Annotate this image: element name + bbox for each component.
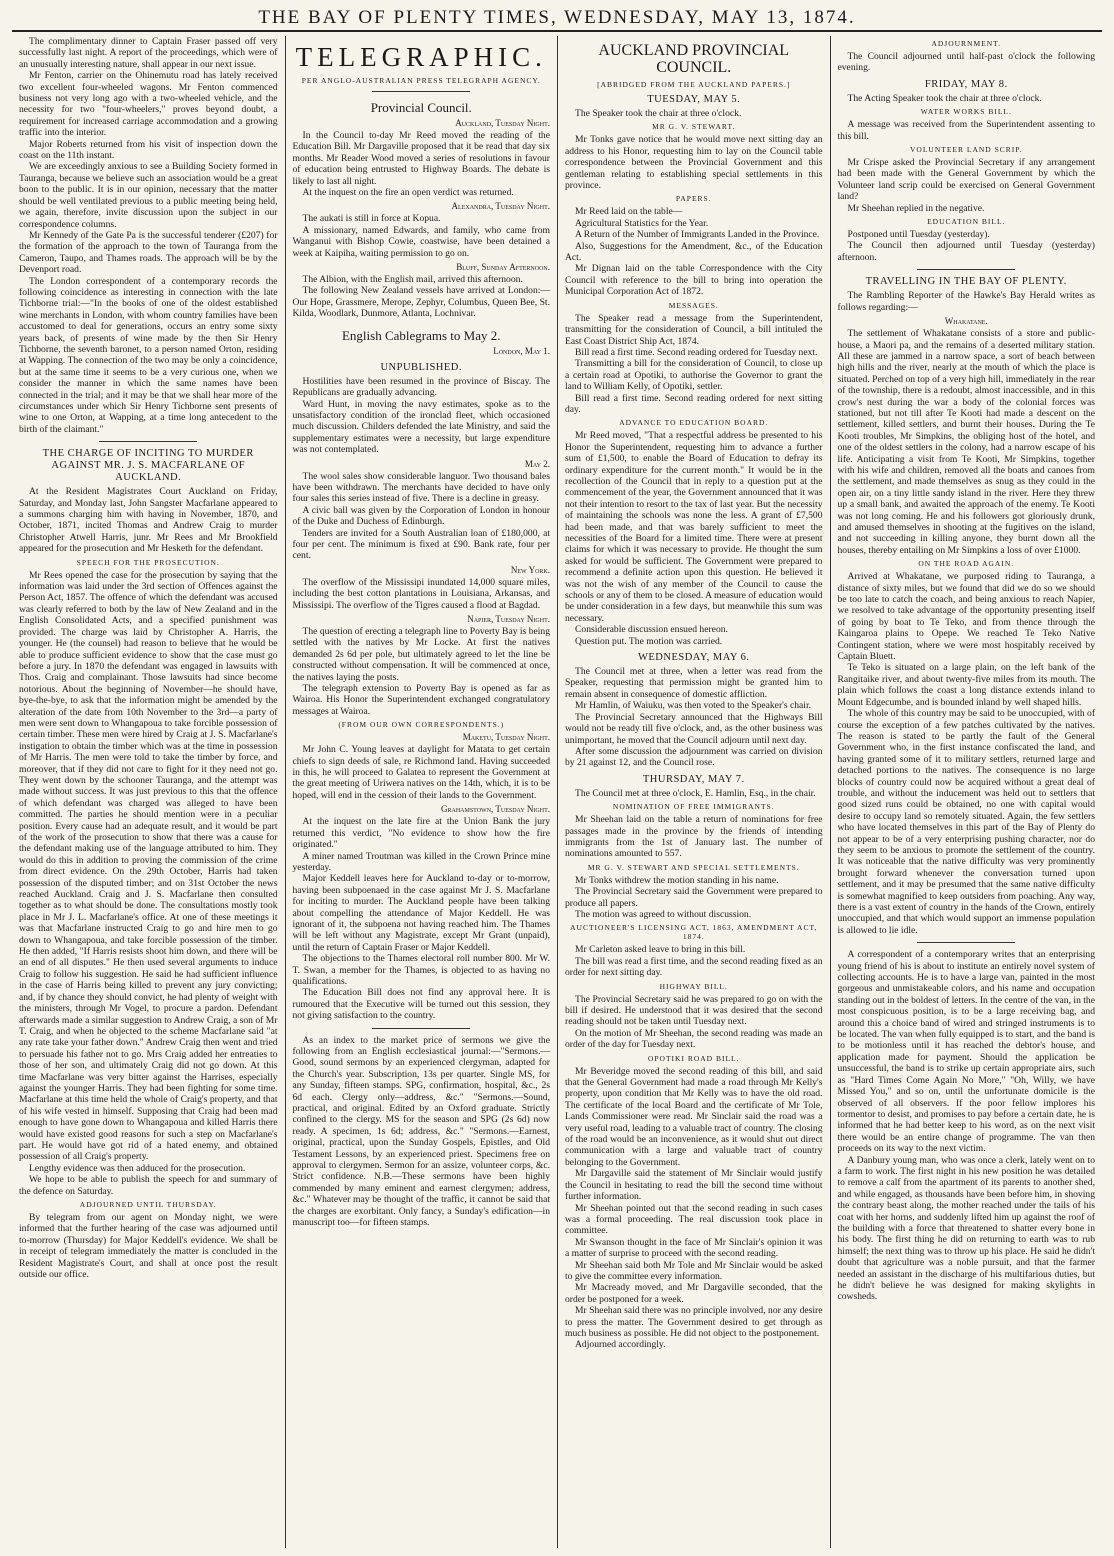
paragraph: Mr Dargaville said the statement of Mr Sinclair would justify the Council in hesitating to read the bill the second time without further information. [565, 1168, 823, 1203]
tuesday-body [565, 108, 823, 119]
adjournment-body [838, 51, 1096, 74]
council-title: AUCKLAND PROVINCIAL COUNCIL. [598, 42, 790, 76]
paragraph: Mr Sheehan said there was no principle involved, nor any desire to press the matter. The Government desired to get through as much business as possible. He did not object to the postponement. [565, 1305, 823, 1339]
paragraph: Te Teko is situated on a large plain, on the left bank of the Rangitaike river, and about twenty-five miles from its mouth. The plain which follows the coast a long distance extends inland to Mount Edgecumbe, and is bounded inland by well shaped hills. [837, 662, 1095, 708]
paragraph: The telegraph extension to Poverty Bay is opened as far as Wairoa. His Honor the Superintendent exchanged congratulatory messages at Wairoa. [292, 683, 550, 717]
paragraph: Mr Swanson thought in the face of Mr Sinclair's opinion it was a matter of surprise to proceed with the second reading. [565, 1236, 823, 1260]
paragraph: The Council then adjourned until Tuesday (yesterday) afternoon. [837, 240, 1095, 263]
subheading: WATER WORKS BILL. [920, 107, 1012, 117]
speech-subheading: SPEECH FOR THE PROSECUTION. [76, 557, 220, 567]
paragraph: A civic ball was given by the Corporation of London in honour of the Duke and Duchess of Edinburgh. [292, 504, 550, 528]
paragraph: The Provincial Secretary said he was prepared to go on with the bill if desired. He understood that it was desired that the second reading should not be taken until Tuesday next. [565, 993, 823, 1028]
paragraph: Ward Hunt, in moving the navy estimates, spoke as to the unsatisfactory condition of the ironclad fleet, which occasioned much discussion. Childers defended the late Ministry, and said the supplementary estimates were a necessity, but large expenditure was not contemplated. [292, 398, 550, 456]
subheading: MESSAGES. [668, 300, 719, 310]
nomination-body [565, 814, 823, 860]
paragraph: The Provincial Secretary said the Government were prepared to produce all papers. [565, 886, 823, 909]
whakatane-body [838, 328, 1096, 556]
paragraph: Tenders are invited for a South Australian loan of £180,000, at four per cent. The minimum is fixed at £90. Bank rate, four per cent. [292, 527, 550, 562]
column-1 [12, 36, 285, 1548]
report-london-2 [293, 471, 551, 562]
paragraph: The Speaker took the chair at three o'clock. [575, 108, 742, 119]
own-correspondents: (FROM OUR OWN CORRESPONDENTS.) [338, 720, 505, 730]
paragraph: Mr Beveridge moved the second reading of this bill, and said that the General Government had made a road through Mr Kelly's property, upon condition that Mr Kelly was to have the old road. The certificate of the local Board and the certificate of Mr Tole, Lands Commissioner were read. Mr Sinclair said the road was a very useful road, leading to a valuable tract of country. The closing of the road would be an inconvenience, as it would shut out direct communication with a large and valuable tract of country belonging to the Government. [565, 1065, 823, 1168]
paragraph: Mr Rees opened the case for the prosecution by saying that the information was laid under the 3rd section of Offences against the Person Act, 1857. The offence of which the defendant was accused was clearly referred to both by the law of New Zealand and in the English Consolidated Acts, and a specified punishment was provided. The charge was laid by Christopher A. Harris, the younger. He (the counsel) had reason to believe that he would be able to produce sufficient evidence to show that the case must go before a jury. In 1870 the defendant was engaged in lawsuits with Thos. Craig and complainant. Those lawsuits had since become notorious. About the beginning of November—he should have, bye-the-bye, to ask that the information might be amended by the alteration of the date from 10th November to the 3rd—a party of men were sent down to Whangapoua to take forcible possession of certain timber. These men were hired by Craig at J. S. Macfarlane's instigation to obtain the timber which was at the time in possession of Mr Harris. The men were told to take the timber by force, and moreover, that if they did not care to fight for it they need not go. They went down by the schooner Tauranga, and the attempt was made without success. It was just previous to this that the offence of which defendant was charged was alleged to have been committed. The parties he should mention were in a peculiar position. Every cause had an adequate result, and it would be part of the work of the prosecution to show that there was a cause for the defendant making use of the language attributed to him. They would do this in addition to proving the commission of the crime from direct evidence. On the 29th October, Harris had taken possession of the disputed timber; and on 31st October the news reached Auckland. Craig and J. S. Macfarlane then consulted together as to what should be done. The consultations mostly took place in Mr J. L. Macfarlane's office. At one of these meetings it was that Macfarlane instructed Craig to go and hire men to go down to Whangapoua, and take forcible possession of the timber. He then added, "If Harris resists shoot him down, and there will be an end of all disputes." He then used several arguments to induce Craig to follow his suggestion. He said he had sufficient influence in the case of Harris being killed to prevent any jury convicting; and, if by chance they should convict, he had plenty of weight with the ministers, through Mr Vogel, to procure a pardon. Defendant afterwards made a similar suggestion to Andrew Craig, a son of Mr T. Craig, and when he objected to the scheme Macfarlane said "at any rate take your father down." Andrew Craig then went and tried to persuade his father not to go. Mrs Craig added her entreaties to those of her son, and ultimately Craig did not go down. At this time Macfarlane was very bitter against the Harrises, especially against the younger Harris. They had been fighting for some time. Macfarlane at this time held the whole of Craig's property, and that of his wife vested in himself. Supposing that Craig had been mad enough to have gone down to Whangapoua and killed Harris there would have existed good reasons for such a step on Macfarlane's part. He would have got rid of a hated enemy, and obtained possession of all Craig's property. [19, 569, 278, 1163]
paragraph: The whole of this country may be said to be unoccupied, with of course the exception of a few patches cultivated by the natives. The reason is stated to be partly the fault of the General Government who, in the first instance confiscated the land, and having granted some of it to military settlers, returned large and detached portions to the natives. The consequence is no large blocks of country could now be acquired without a great deal of trouble, and without the inducement was held out to settlers that good sized runs could be obtained, no one with capital would desire to occupy land so remotely situated. Again, the few settlers who have located themselves in this part of the Bay of Plenty do not appear to be of a very enterprising pushing character, nor do they seem to be anxious to promote the settlement of the country. It was noticeable that the native difficulty was very prominently brought forward whenever the conversation turned upon settlement, and it may be presumed that the same native difficulty is somewhat magnified to keep outsiders from poaching. Any way, there is a vast extent of country in the hands of the Crown, entirely unoccupied, and that which would support an immense population is allowed to lie idle. [837, 708, 1096, 936]
opotiki-body [565, 1066, 823, 1351]
report-napier [293, 626, 551, 717]
paragraph: Adjourned accordingly. [575, 1339, 666, 1351]
paragraph: A message was received from the Superintendent assenting to this bill. [837, 119, 1095, 142]
road-body [838, 571, 1096, 936]
day-heading: FRIDAY, MAY 8. [924, 78, 1008, 90]
water-body [838, 119, 1096, 142]
paragraph: Mr Hamlin, of Waiuku, was then voted to the Speaker's chair. [575, 700, 812, 712]
paragraph: Bill read a first time. Second reading ordered for next sitting day. [565, 392, 823, 415]
paragraph: Mr Tonks withdrew the motion standing in his name. [575, 874, 779, 886]
paragraph: The bill was read a first time, and the second reading fixed as an order for next sitting day. [565, 955, 823, 979]
advance-body [565, 430, 823, 647]
paragraph: Mr Dignan laid on the table Correspondence with the City Council with reference to the bill to bring into operation the Municipal Corporation Act of 1872. [565, 263, 823, 298]
paragraph: A miner named Troutman was killed in the Crown Prince mine yesterday. [292, 850, 550, 873]
dateline: Grahamstown, Tuesday Night. [440, 804, 550, 815]
report-bluff [293, 274, 551, 320]
paragraph: The complimentary dinner to Captain Fraser passed off very successfully last night. A report of the proceedings, which were of an unusually interesting nature, shall appear in our next issue. [19, 36, 278, 70]
paragraph: Transmitting a bill for the consideration of Council, to close up a certain road at Opotiki, to authorise the Governor to grant the land to William Kelly, of Opotiki, settler. [565, 358, 823, 393]
paragraph: The motion was agreed to without discussion. [575, 908, 752, 920]
subheading: ON THE ROAD AGAIN. [918, 559, 1015, 569]
paragraph: Mr Carleton asked leave to bring in this bill. [575, 944, 746, 956]
paragraph: The objections to the Thames electoral roll number 800. Mr W. T. Swan, a member for the Thames, is objected to as having no qualifications. [292, 953, 550, 987]
dateline: Bluff, Sunday Afternoon. [456, 262, 550, 273]
dateline: Napier, Tuesday Night. [467, 614, 550, 624]
paragraph: Mr Kennedy of the Gate Pa is the successful tenderer (£207) for the formation of the approach to the town of Tauranga from the Cameron, Taupo, and Thames roads. The approach will be by the Devenport road. [19, 229, 278, 276]
subheading: ADJOURNMENT. [931, 39, 1002, 48]
subheading: AUCTIONEER'S LICENSING ACT, 1863, AMENDMENT ACT, 1874. [570, 923, 818, 942]
paragraph: A Return of the Number of Immigrants Landed in the Province. [575, 229, 820, 241]
paragraph: Mr Sheehan said both Mr Tole and Mr Sinclair would be asked to give the committee every information. [565, 1259, 823, 1282]
divider [372, 91, 470, 92]
paragraph: On the motion of Mr Sheehan, the second reading was made an order of the day for Tuesday next. [565, 1027, 823, 1051]
provincial-council-heading: Provincial Council. [370, 100, 472, 115]
column-3 [557, 36, 830, 1548]
paragraph: Bill read a first time. Second reading ordered for Tuesday next. [575, 346, 818, 358]
divider [99, 441, 197, 442]
education-body [838, 229, 1096, 263]
paragraph: Mr Sheehan pointed out that the second reading in such cases was a formal proceeding. The real discussion took place in committee. [565, 1202, 823, 1237]
paragraph: Mr Reed moved, "That a respectful address be presented to his Honor the Superintendent, requesting him to advance a further sum of £1,500, to enable the Board of Education to defray its ordinary expenditure for the current month." It would be in the recollection of the Council that in reply to a question put at the commencement of the year, the Government announced that it was not their intention to resort to the tax of last year. But the necessity of maintaining the schools was none the less. A grant of £7,500 had been made, and that was barely sufficient to meet the necessities of the Board for a limited time. There were at present claims for which it was necessary to provide. He thought the sum asked for would be sufficient. The Government were prepared to recommend a definite action upon this question. He believed it was not the wish of any member of the Council to cause the schools or any of them to be closed. A measure of education would be under consideration in a few days, but meanwhile this sum was necessary. [565, 430, 823, 624]
divider [917, 269, 1015, 270]
divider [372, 1028, 470, 1029]
adjourn-subheading: ADJOURNED UNTIL THURSDAY. [79, 1200, 217, 1209]
dateline: Alexandra, Tuesday Night. [451, 201, 550, 212]
paragraph: At the inquest on the fire an open verdict was returned. [302, 187, 514, 199]
report-auckland [293, 130, 551, 198]
paragraph: The wool sales show considerable languor. Two thousand bales have been withdrawn. The merchants have decided to have only four sales this series instead of five. There is a decline in greasy. [292, 470, 550, 505]
paragraph: The Council adjourned until half-past o'clock the following evening. [837, 51, 1095, 74]
paragraph: Question put. The motion was carried. [575, 635, 723, 647]
paragraph: Considerable discussion ensued hereon. [575, 624, 728, 636]
travelling-intro: The Rambling Reporter of the Hawke's Bay Herald writes as follows regarding:— [837, 290, 1095, 313]
dateline: New York. [510, 564, 550, 575]
paragraph: The question of erecting a telegraph line to Poverty Bay is being settled with the natives by Mr Locke. At first the natives demanded 2s 6d per pole, but ultimately agreed to let the line be constructed without compensation. It will be commenced at once, the natives laying the posts. [292, 626, 551, 683]
paragraph: Mr Crispe asked the Provincial Secretary if any arrangement had been made with the General Government by which the Volunteer land scrip could be exercised on General Government land? [837, 157, 1095, 203]
paragraph: Also, Suggestions for the Amendment, &c., of the Education Act. [565, 240, 823, 264]
subheading: PAPERS. [675, 194, 712, 204]
paragraph: The London correspondent of a contemporary records the following coincidence as interesting in connection with the late Tichborne trial:—"In the books of one of the oldest established wine merchants in London, with whom country families have been accustomed to deal for generations, occurs an entry some sixty years back, of presents of wine made by the then Sir Henry Tichborne, the seventh baronet, to a person named Orton, residing at Wapping. The connection of the two may be only a coincidence, but at the same time it seems to be a very curious one, when we consider the manner in which the same names have been connected in the trial; and it may be that we shall hear more of the circumstances under which Sir Henry Tichborne sent presents of wine to one Orton, at Wapping, at a time long antecedent to the birth of the claimant." [19, 275, 278, 435]
subheading: MR G. V. STEWART. [652, 122, 736, 132]
paragraph: We hope to be able to publish the speech for and summary of the defence on Saturday. [19, 1174, 278, 1197]
paragraph: Agricultural Statistics for the Year. [575, 217, 709, 229]
paragraph: The settlement of Whakatane consists of a store and public-house, a Maori pa, and the remains of a deserted military station. All these are jammed in a narrow space, a sort of beach between high hills and the river, nearly at the mouth of which the place is situated. Perched on top of a very high hill, immediately in the rear of the township, there is a redoubt, almost inaccessible, and in this crow's nest during the war a body of the colonial forces was stationed, but not till after Te Kooti had made a descent on the settlement, killed settlers, and burnt their houses. During the Te Kooti troubles, Mr Simpkins, the obliging host of the hotel, and one of the oldest settlers in the colony, had a narrow escape of his life. Anticipating a visit from Te Kooti, Mr Simpkins, together with his wife and children, removed all the boats and canoes from the settlement, and made themselves as snug as they could in the open air, on a tiny little sandy island in the river. Here they threw up a small bank, and awaited the approach of the enemy. Te Kooti was not long coming. He and his followers got gloriously drunk, and amused themselves in shooting at the fugitives on the island, and not succeeding in killing anyone, they burnt down all the houses, thereby entailing on Mr Simpkins a loss of over £1000. [837, 328, 1095, 556]
paragraph: The overflow of the Mississipi inundated 14,000 square miles, including the best cotton plantations in Louisiana, Arkansas, and Mississipi. The overflow of the Tigres caused a flood at Bagdad. [292, 576, 550, 611]
paragraph: Mr Fenton, carrier on the Ohinemutu road has lately received two excellent four-wheeled wagons. Mr Fenton commenced business not very long ago with a two-wheeled vehicle, and the necessity for two "four-wheelers," proves beyond doubt, a requirement for increased carriage accommodation and a growing traffic into the interior. [19, 70, 278, 139]
paragraph: Lengthy evidence was then adduced for the prosecution. [29, 1162, 246, 1174]
paragraph: At the inquest on the late fire at the Union Bank the jury returned this verdict, "No evidence to show how the fire originated." [292, 816, 550, 851]
column-2 [285, 36, 558, 1548]
paragraph: Major Roberts returned from his visit of inspection down the coast on the 11th instant. [19, 138, 278, 162]
place-heading: Whakatane. [944, 316, 988, 327]
subheading: HIGHWAY BILL. [659, 981, 728, 991]
paragraph: Mr Sheehan replied in the negative. [847, 202, 985, 214]
dateline: Auckland, Tuesday Night. [455, 118, 550, 128]
paragraph: The Acting Speaker took the chair at three o'clock. [847, 92, 1042, 104]
paragraph: In the Council to-day Mr Reed moved the reading of the Education Bill. Mr Dargaville proposed that it be read that day six months. Mr Reader Wood moved a series of resolutions in favour of education being entrusted to Highway Boards. The debate is likely to last all night. [292, 130, 550, 187]
sermons-article [293, 1035, 551, 1229]
charge-heading: THE CHARGE OF INCITING TO MURDER AGAINST MR. J. S. MACFARLANE OF AUCKLAND. [42, 448, 254, 484]
wednesday-body [565, 666, 823, 769]
report-london-1 [293, 376, 551, 456]
dateline: London, May 1. [493, 345, 550, 356]
paragraph: At the Resident Magistrates Court Auckland on Friday, Saturday, and Monday last, John Sangster Macfarlane appeared to a summons charging him with having in November, 1870, and October, 1871, incited Thomas and Andrew Craig to murder Christopher Atwell Harris, junr. Mr Rees and Mr Brookfield appeared for the prosecution and Mr Hesketh for the defendant. [19, 486, 278, 555]
stewart-body [565, 134, 823, 191]
paragraph: A Danbury young man, who was once a clerk, lately went on to a farm to work. The first night in his new position he was detailed to remove a calf from the apartment of its parents to another shed, and while engaged, as thousands have been before him, in shoving the contrary beast along, the mother reached under the tails of his coat with her horns, and suddenly lifted him up against the roof of the building with a force that threatened to shatter every bone in his body. The first thing he did on returning to earth was to rub himself; the next thing was to throw up his place. He said he didn't doubt that agriculture was a noble pursuit, and that the farmer needed an assistant in the discharge of his multifarious duties, but he didn't believe he was designed for making skylights in cowsheds. [837, 1154, 1095, 1303]
charge-body [19, 486, 278, 554]
paragraph: After some discussion the adjournment was carried on division by 21 against 12, and the Council rose. [565, 745, 823, 769]
paragraph: A correspondent of a contemporary writes that an enterprising young friend of his is about to institute an entirely novel system of collecting accounts. He is to have a large van, painted in the most gorgeous and unmistakeable colors, and his name and occupation standing out in the boldest of letters. In the centre of the van, in the most conspicuous position, is to be a large receiving bag, and around this a choice band of wired and stringed instruments is to be located. The van when fully equipped is to start, and the band is to be motionless until it has reached the debtor's house, and application made for payment. Should the application be unsuccessful, the band is to strike up certain appropriate airs, such as "Hard Times Come Again No More," "Oh, Willy, we have Missed You," and so on, until the unfortunate domicile is the observed of all observers. If the poor fellow implores his tormentor to desist, and promises to pay before a certain date, he is informed that he had better keep to his word, as on the next visit there would be an entire change of programme. The van then proceeds on its way to the next victim. [837, 949, 1095, 1155]
paragraph: The Speaker read a message from the Superintendent, transmitting for the consideration of Council, a bill intituled the East Coast District Ship Act, 1874. [565, 312, 823, 347]
columns [12, 36, 1102, 1548]
report-maketu [293, 744, 551, 801]
volunteer-body [838, 157, 1096, 214]
paragraph: The following New Zealand vessels have arrived at London:—Our Hope, Grassmere, Merope, Zephyr, Columbus, Queen Bee, St. Kilda, Woodlark, Dunmore, Atlanta, Lochnivar. [292, 285, 550, 320]
paragraph: Mr John C. Young leaves at daylight for Matata to get certain chiefs to sign deeds of sale, re Richmond land. Having succeeded in this, he will proceed to Galatea to represent the Government at the great meeting of Uriwera natives on the 14th, which, it is to be hoped, will end in the cession of their lands to the Government. [292, 744, 550, 801]
abridged-note: [ABRIDGED FROM THE AUCKLAND PAPERS.] [597, 80, 791, 89]
local-news [19, 36, 278, 435]
paragraph: As an index to the market price of sermons we give the following from an English ecclesiastical journal:—"Sermons.—Good, sound sermons by an experienced clergyman, adapted for the Church's year. Subscription, 13s per quarter. Single MS, for any Sunday, fifteen stamps. SPG, confirmation, hospital, &c., 2s 6d each. Clergy only—address, &c." "Sermons.—Sound, practical, and original. Edited by an Oxford graduate. Strictly confined to the clergy. MS for the season and SPG (2s 6d) now ready. A specimen, 1s 6d; address, &c." "Sermons.—Earnest, original, practical, upon the Sunday Gospels, Epistles, and Old Testament Lessons, by an experienced priest. Specimens free on approval to clergymen. Sermon for an assize, volunteer corps, &c. Strict confidence. N.B.—These sermons have been highly commended by many eminent and earnest clergymen; address, &c." Whatever may be thought of the traffic, it cannot be said that the charges are exorbitant. Only fancy, a Sunday's edification—in manuscript too—for fifteen stamps. [292, 1034, 550, 1229]
dateline: Maketu, Tuesday Night. [462, 732, 550, 743]
miscellany-body [838, 949, 1096, 1303]
subheading: OPOTIKI ROAD BILL. [647, 1053, 740, 1063]
paragraph: The Education Bill does not find any approval here. It is rumoured that the Executive will be turned out this session, they not giving satisfaction to the country. [292, 987, 550, 1022]
paragraph: Mr Sheehan laid on the table a return of nominations for free passages made in the province by the friends of intending immigrants from the 1st of January last. The number of nominations amounted to 557. [565, 814, 823, 860]
auctioneer-body [565, 944, 823, 978]
paragraph: By telegram from our agent on Monday night, we were informed that the further hearing of the case was adjourned until to-morrow (Thursday) for Major Keddell's evidence. We shall be in receipt of telegram immediately the matter is concluded in the Resident Magistrate's Court, and shall at once post the result outside our office. [19, 1212, 278, 1281]
report-new-york [293, 577, 551, 611]
paragraph: Major Keddell leaves here for Auckland to-day or to-morrow, having been subpoenaed in the case against Mr J. S. Macfarlane for inciting to murder. The Auckland people have been talking about compelling the attendance of Major Keddell. He was ignorant of it, the subpoena not having reached him. The Thames will be left without any Magistrate, except Mr Grant (unpaid), until the return of Captain Fraser or Major Keddell. [292, 873, 550, 953]
papers-body [565, 206, 823, 297]
day-heading: WEDNESDAY, MAY 6. [637, 652, 750, 664]
paragraph: Arrived at Whakatane, we purposed riding to Tauranga, a distance of sixty miles, but we found that did we do so we should be too late to catch the coach, and being anxious to reach Napier, we resolved to take advantage of the opportunity presenting itself of going by boat to Te Teko, and from thence through the Kaingaroa plains to Opepe. We reached Te Teko Native Contingent station, where we were most hospitably received by Captain Bluett. [837, 571, 1095, 663]
thursday-body [565, 788, 823, 799]
report-grahamstown [293, 816, 551, 1021]
paragraph: The Provincial Secretary announced that the Highways Bill would not be ready till five o'clock, and, as the other business was unimportant, he moved that the Council adjourn until next day. [565, 711, 823, 746]
settlements-body [565, 875, 823, 921]
unpublished-heading: UNPUBLISHED. [380, 361, 463, 373]
divider [917, 942, 1015, 943]
day-heading: THURSDAY, MAY 7. [642, 773, 745, 785]
paragraph: Mr Tonks gave notice that he would move next sitting day an address to his Honor, requesting him to lay on the Council table correspondence between the Provincial Government and this gentleman relating to establishing special settlements in this province. [565, 134, 823, 192]
paragraph: The Council met at three, when a letter was read from the Speaker, requesting that permission might be granted him to remain absent in consequence of domestic affliction. [565, 666, 823, 700]
travelling-heading: TRAVELLING IN THE BAY OF PLENTY. [865, 276, 1067, 288]
telegraphic-title: TELEGRAPHIC. [295, 42, 547, 72]
friday-body [838, 93, 1096, 104]
subheading: VOLUNTEER LAND SCRIP. [910, 145, 1023, 155]
dateline: May 2. [524, 458, 550, 469]
paragraph: Postponed until Tuesday (yesterday). [847, 229, 990, 241]
day-heading: TUESDAY, MAY 5. [647, 94, 741, 105]
subheading: NOMINATION OF FREE IMMIGRANTS. [612, 802, 775, 812]
masthead: THE BAY OF PLENTY TIMES, WEDNESDAY, MAY 13, 1874. [12, 0, 1102, 32]
subheading: MR G. V. STEWART AND SPECIAL SETTLEMENTS. [587, 862, 800, 872]
paragraph: Mr Macready moved, and Mr Dargaville seconded, that the order be postponed for a week. [565, 1282, 823, 1305]
speech-body [19, 570, 278, 1197]
messages-body [565, 313, 823, 416]
cablegrams-heading: English Cablegrams to May 2. [341, 327, 501, 343]
paragraph: We are exceedingly anxious to see a Building Society formed in Tauranga, because we believe such an association would be a great boon to the public. It is in our opinion, necessary that the matter should be well ventilated previous to a public meeting being held, we again, therefore, invite discussion upon the subject in our correspondence columns. [19, 161, 278, 230]
paragraph: A missionary, named Edwards, and family, who came from Wanganui with Bishop Cowie, coastwise, have been detained a week at Kaipiha, waiting permission to go on. [292, 224, 550, 259]
subheading: EDUCATION BILL. [927, 217, 1006, 227]
agency-line: PER ANGLO-AUSTRALIAN PRESS TELEGRAPH AGENCY. [301, 76, 541, 85]
paragraph: Hostilities have been resumed in the province of Biscay. The Republicans are gradually advancing. [292, 375, 550, 399]
paragraph: The Albion, with the English mail, arrived this afternoon. [302, 274, 523, 286]
paragraph: The aukati is still in force at Kopua. [302, 213, 441, 225]
report-alexandra [293, 213, 551, 259]
highway-body [565, 994, 823, 1051]
paragraph: Mr Reed laid on the table— [575, 206, 683, 218]
paragraph: The Council met at three o'clock, E. Hamlin, Esq., in the chair. [575, 787, 816, 799]
adjourn-body [19, 1212, 278, 1280]
subheading: ADVANCE TO EDUCATION BOARD. [619, 418, 769, 428]
column-4 [830, 36, 1103, 1548]
